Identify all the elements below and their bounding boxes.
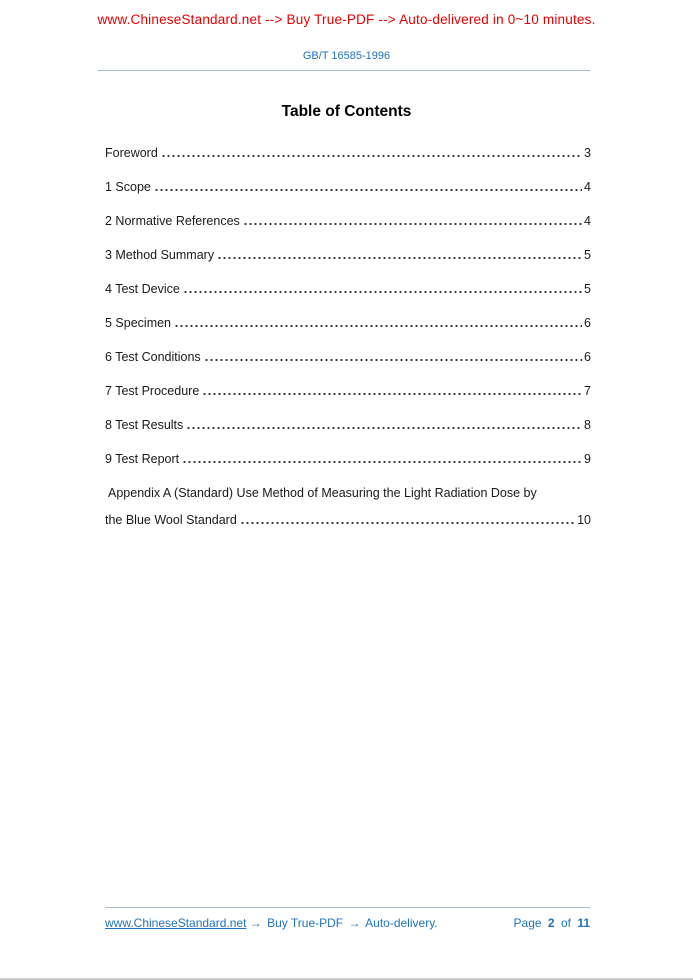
toc-entry-test-procedure	[105, 383, 591, 399]
toc-entry-label: 6 Test Conditions	[105, 350, 201, 364]
header-divider	[98, 70, 590, 71]
toc-entry-page: 3	[584, 146, 591, 160]
page-indicator	[511, 916, 590, 930]
footer-site-link[interactable]: www.ChineseStandard.net	[105, 916, 247, 930]
toc-entry-label: 8 Test Results	[105, 418, 184, 432]
toc-entry-page: 7	[584, 384, 591, 398]
dot-leader	[217, 255, 582, 261]
toc-entry-foreword	[105, 145, 591, 161]
total-pages: 11	[577, 916, 590, 930]
dot-leader	[540, 493, 589, 499]
dot-leader	[243, 221, 582, 227]
toc-entry-label: Appendix A (Standard) Use Method of Measuring the Light Radiation Dose by	[108, 486, 537, 500]
toc-entry-appendix-a-line2	[105, 512, 591, 528]
toc-entry-page: 5	[584, 282, 591, 296]
table-of-contents	[105, 145, 591, 528]
toc-entry-page: 10	[577, 513, 591, 527]
toc-entry-method-summary	[105, 247, 591, 263]
footer-delivery-text: Auto-delivery.	[365, 916, 438, 930]
page-number: 2	[547, 916, 555, 930]
toc-entry-test-device	[105, 281, 591, 297]
toc-entry-test-conditions	[105, 349, 591, 365]
of-label: of	[560, 916, 571, 930]
toc-entry-label: 4 Test Device	[105, 282, 180, 296]
dot-leader	[183, 289, 582, 295]
toc-entry-label: Foreword	[105, 146, 158, 160]
footer-promo	[105, 916, 440, 930]
standard-code: GB/T 16585-1996	[302, 50, 391, 62]
toc-entry-page: 9	[584, 452, 591, 466]
toc-entry-page: 5	[584, 248, 591, 262]
toc-entry-label: 2 Normative References	[105, 214, 240, 228]
toc-entry-label: 1 Scope	[105, 180, 151, 194]
toc-entry-scope	[105, 179, 591, 195]
arrow-right-icon: →	[249, 916, 262, 930]
toc-entry-page: 8	[584, 418, 591, 432]
toc-entry-label: 5 Specimen	[105, 316, 172, 330]
toc-entry-label: 3 Method Summary	[105, 248, 215, 262]
dot-leader	[174, 323, 582, 329]
page-footer	[105, 916, 590, 930]
toc-entry-label: the Blue Wool Standard	[105, 513, 237, 527]
promo-banner: www.ChineseStandard.net --> Buy True-PDF --> Auto-delivered in 0~10 minutes.	[97, 12, 596, 27]
dot-leader	[182, 459, 582, 465]
toc-entry-page: 4	[584, 180, 591, 194]
dot-leader	[202, 391, 582, 397]
toc-entry-label: 9 Test Report	[105, 452, 180, 466]
toc-entry-appendix-a-line1	[105, 485, 591, 501]
footer-buy-text: Buy True-PDF	[267, 916, 344, 930]
toc-entry-normative-references	[105, 213, 591, 229]
dot-leader	[186, 425, 582, 431]
toc-entry-page: 6	[584, 316, 591, 330]
page-title: Table of Contents	[281, 103, 412, 120]
toc-entry-page: 4	[584, 214, 591, 228]
toc-entry-page: 6	[584, 350, 591, 364]
arrow-right-icon: →	[348, 916, 361, 930]
toc-entry-test-report	[105, 451, 591, 467]
page-label: Page	[513, 916, 542, 930]
toc-entry-label: 7 Test Procedure	[105, 384, 200, 398]
dot-leader	[161, 153, 582, 159]
footer-divider	[105, 907, 590, 908]
toc-entry-test-results	[105, 417, 591, 433]
dot-leader	[204, 357, 582, 363]
toc-entry-specimen	[105, 315, 591, 331]
dot-leader	[240, 520, 575, 526]
dot-leader	[154, 187, 582, 193]
